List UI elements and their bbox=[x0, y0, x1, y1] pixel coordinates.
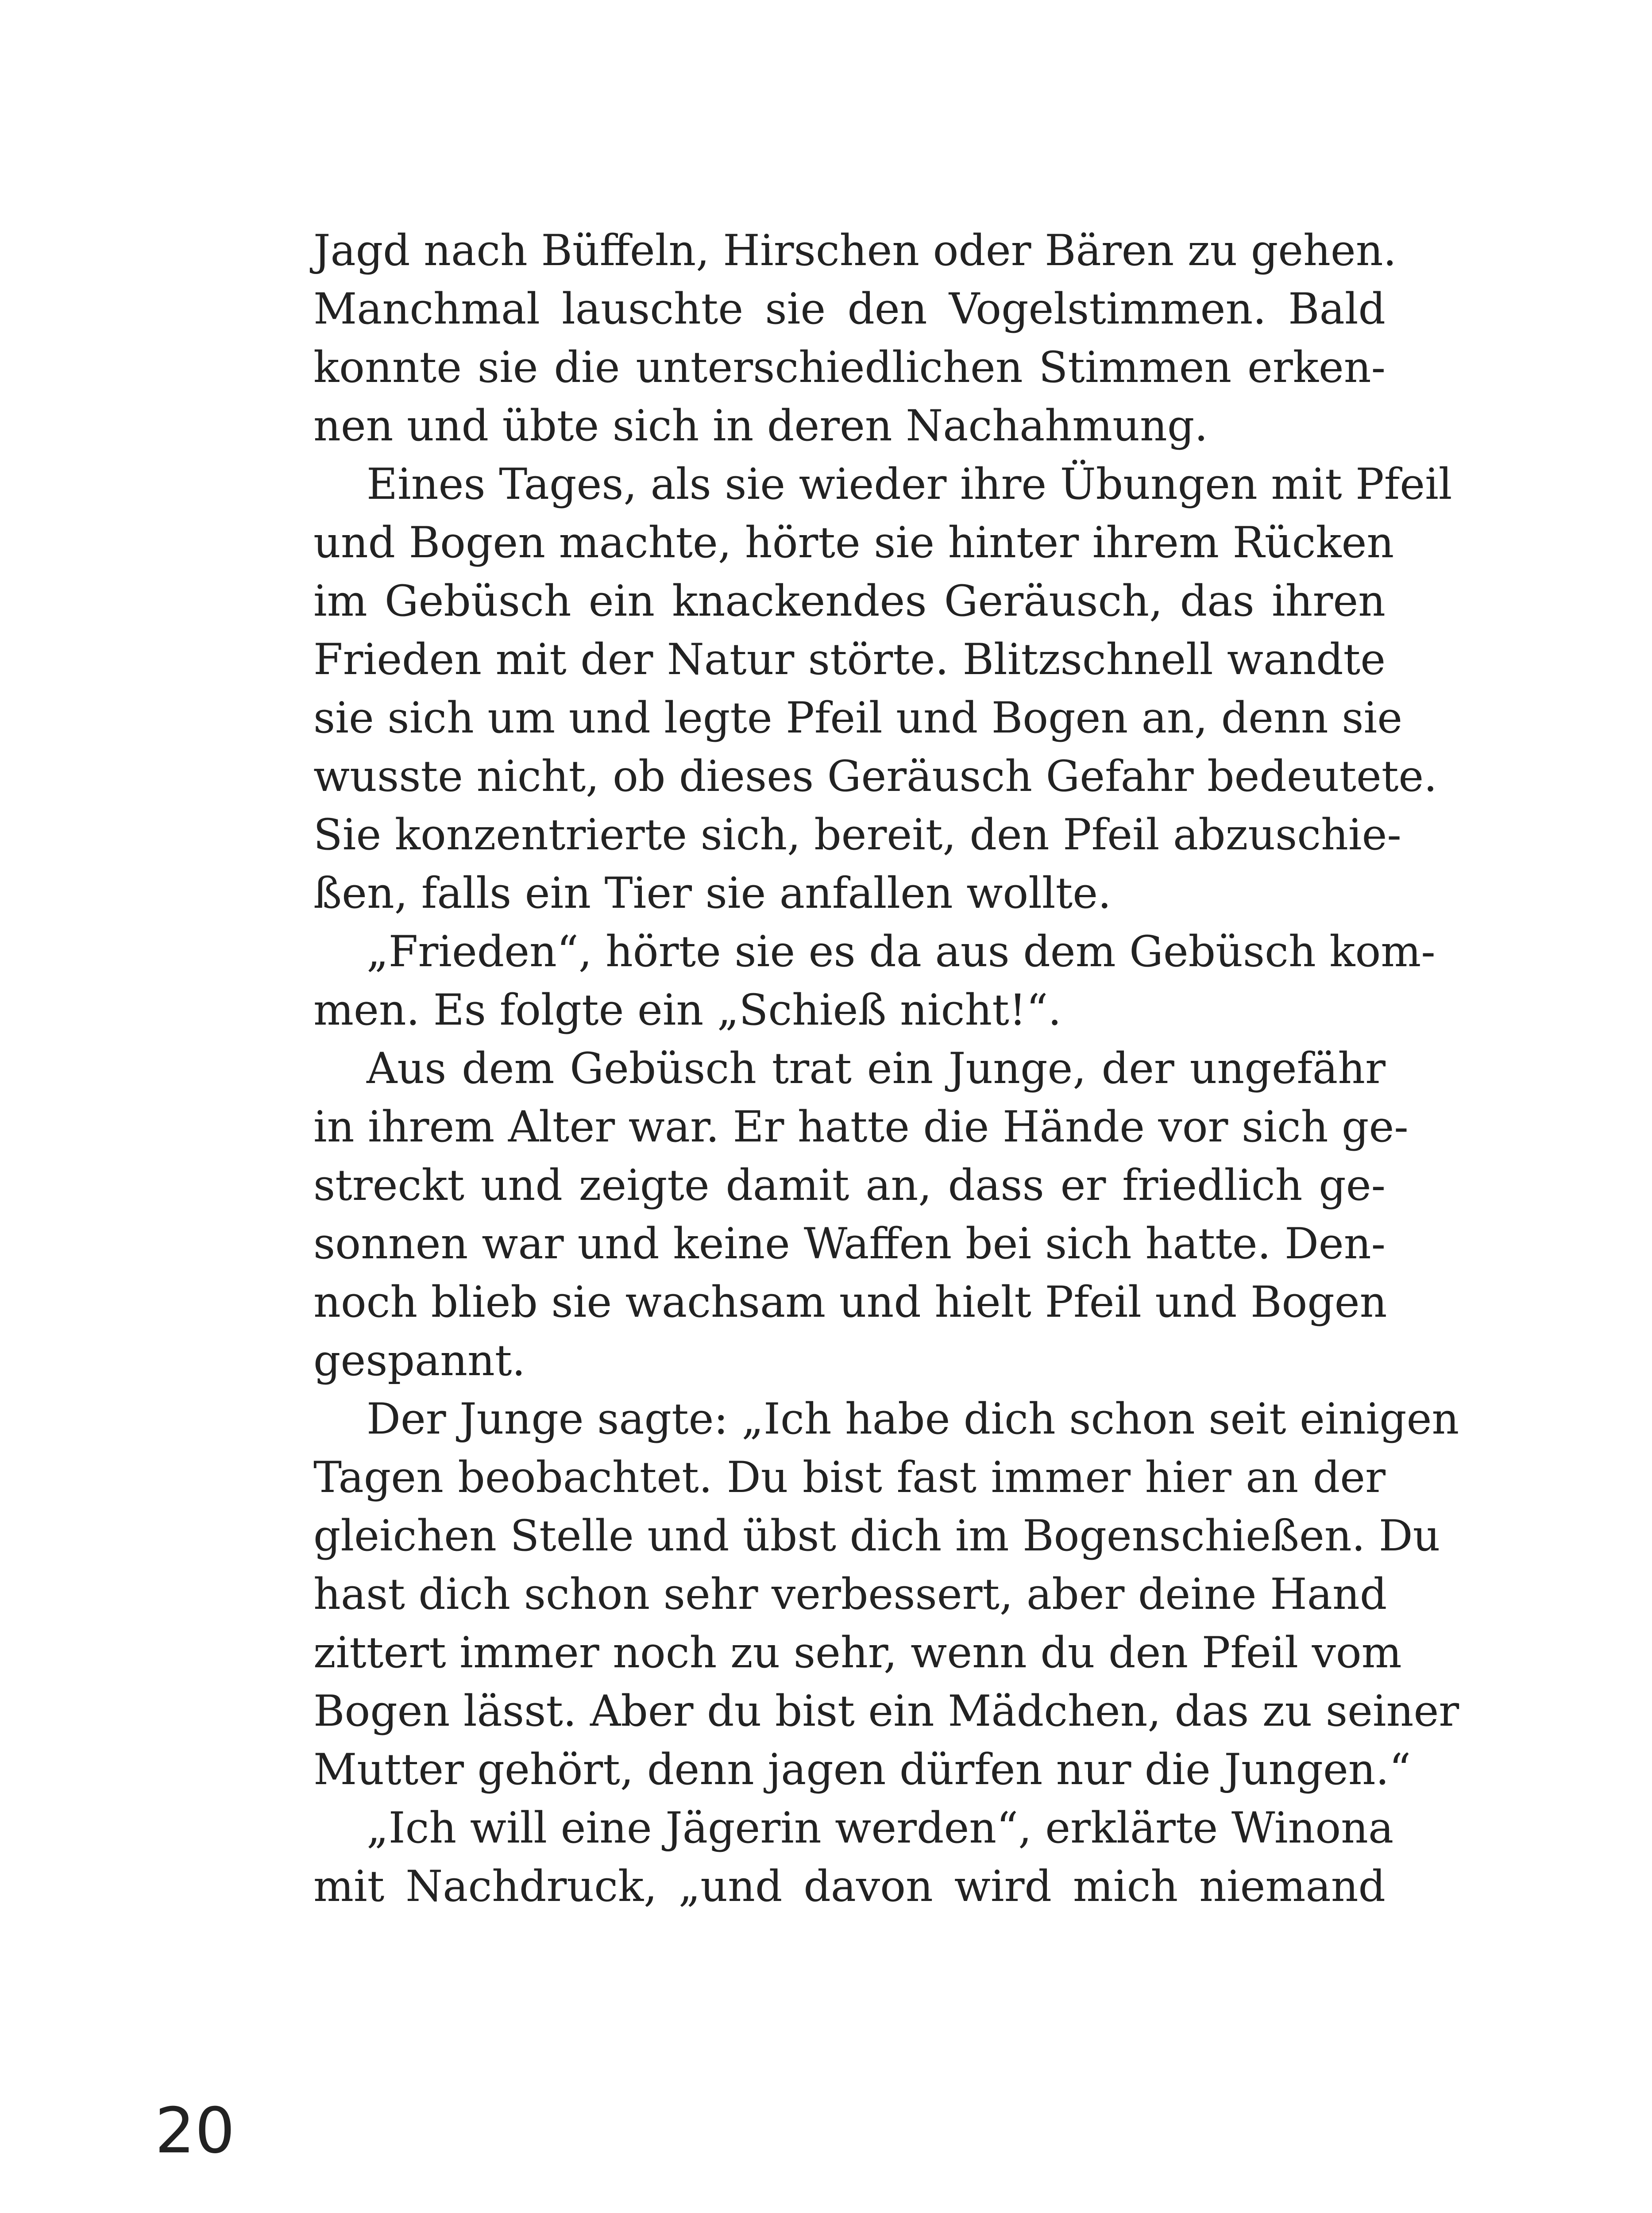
text-line: Frieden mit der Natur störte. Blitzschnell wandte bbox=[313, 635, 1386, 684]
text-line: Mutter gehört, denn jagen dürfen nur die Jungen.“ bbox=[313, 1745, 1411, 1794]
text-line: Der Junge sagte: „Ich habe dich schon seit einigen bbox=[367, 1394, 1459, 1444]
text-line: nen und übte sich in deren Nachahmung. bbox=[313, 401, 1208, 451]
text-line: konnte sie die unterschiedlichen Stimmen erken- bbox=[313, 343, 1386, 392]
text-line: Sie konzentrierte sich, bereit, den Pfeil abzuschie- bbox=[313, 810, 1401, 860]
text-line: Jagd nach Büffeln, Hirschen oder Bären zu gehen. bbox=[313, 226, 1397, 275]
text-line: mit Nachdruck, „und davon wird mich niemand bbox=[313, 1862, 1386, 1911]
text-line: sonnen war und keine Waffen bei sich hatte. Den- bbox=[313, 1219, 1386, 1268]
text-line: zittert immer noch zu sehr, wenn du den Pfeil vom bbox=[313, 1628, 1402, 1677]
text-line: „Ich will eine Jägerin werden“, erklärte Winona bbox=[367, 1803, 1394, 1853]
text-line: wusste nicht, ob dieses Geräusch Gefahr bedeutete. bbox=[313, 752, 1437, 801]
text-line: Tagen beobachtet. Du bist fast immer hier an der bbox=[313, 1453, 1386, 1502]
text-line: in ihrem Alter war. Er hatte die Hände vor sich ge- bbox=[313, 1102, 1409, 1152]
text-line: gespannt. bbox=[313, 1336, 525, 1385]
page-number: 20 bbox=[155, 2094, 235, 2167]
text-line: hast dich schon sehr verbessert, aber deine Hand bbox=[313, 1569, 1387, 1619]
text-line: „Frieden“, hörte sie es da aus dem Gebüsch kom- bbox=[367, 927, 1436, 976]
text-line: Manchmal lauschte sie den Vogelstimmen. Bald bbox=[313, 284, 1386, 334]
text-line: streckt und zeigte damit an, dass er friedlich ge- bbox=[313, 1160, 1386, 1210]
text-line: und Bogen machte, hörte sie hinter ihrem Rücken bbox=[313, 518, 1394, 567]
text-line: ßen, falls ein Tier sie anfallen wollte. bbox=[313, 868, 1112, 918]
text-line: gleichen Stelle und übst dich im Bogenschießen. Du bbox=[313, 1511, 1440, 1561]
text-line: Aus dem Gebüsch trat ein Junge, der ungefähr bbox=[367, 1044, 1386, 1093]
text-line: Eines Tages, als sie wieder ihre Übungen mit Pfeil bbox=[367, 459, 1452, 509]
text-line: im Gebüsch ein knackendes Geräusch, das ihren bbox=[313, 576, 1386, 626]
text-line: men. Es folgte ein „Schieß nicht!“. bbox=[313, 985, 1061, 1035]
text-line: noch blieb sie wachsam und hielt Pfeil und Bogen bbox=[313, 1277, 1387, 1327]
text-line: sie sich um und legte Pfeil und Bogen an, denn sie bbox=[313, 693, 1402, 743]
text-line: Bogen lässt. Aber du bist ein Mädchen, das zu seiner bbox=[313, 1686, 1459, 1736]
